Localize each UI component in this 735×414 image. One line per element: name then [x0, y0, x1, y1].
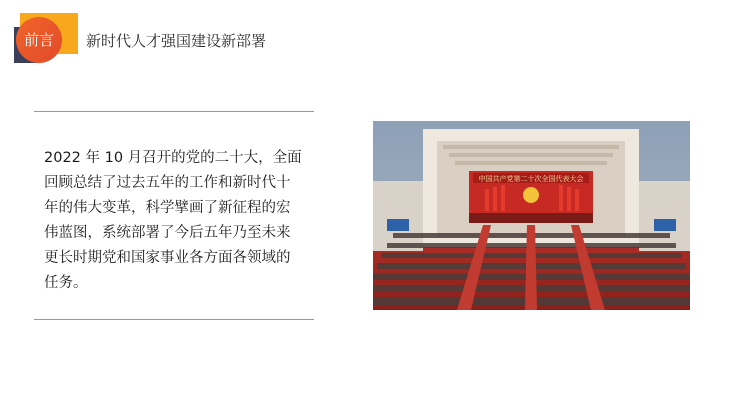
divider-bottom	[34, 319, 314, 320]
page-title: 新时代人才强国建设新部署	[86, 32, 267, 50]
congress-hall-photo	[373, 121, 690, 310]
divider-top	[34, 111, 314, 112]
intro-paragraph: 2022 年 10 月召开的党的二十大，全面回顾总结了过去五年的工作和新时代十年的伟大变革，科学擘画了新征程的宏伟蓝图，系统部署了今后五年乃至未来更长时期党和国家事业各方面各领域的任务。	[44, 150, 302, 291]
section-badge: 前言	[16, 17, 62, 63]
banner-slogan: 中国共产党第二十次全国代表大会	[478, 175, 584, 183]
